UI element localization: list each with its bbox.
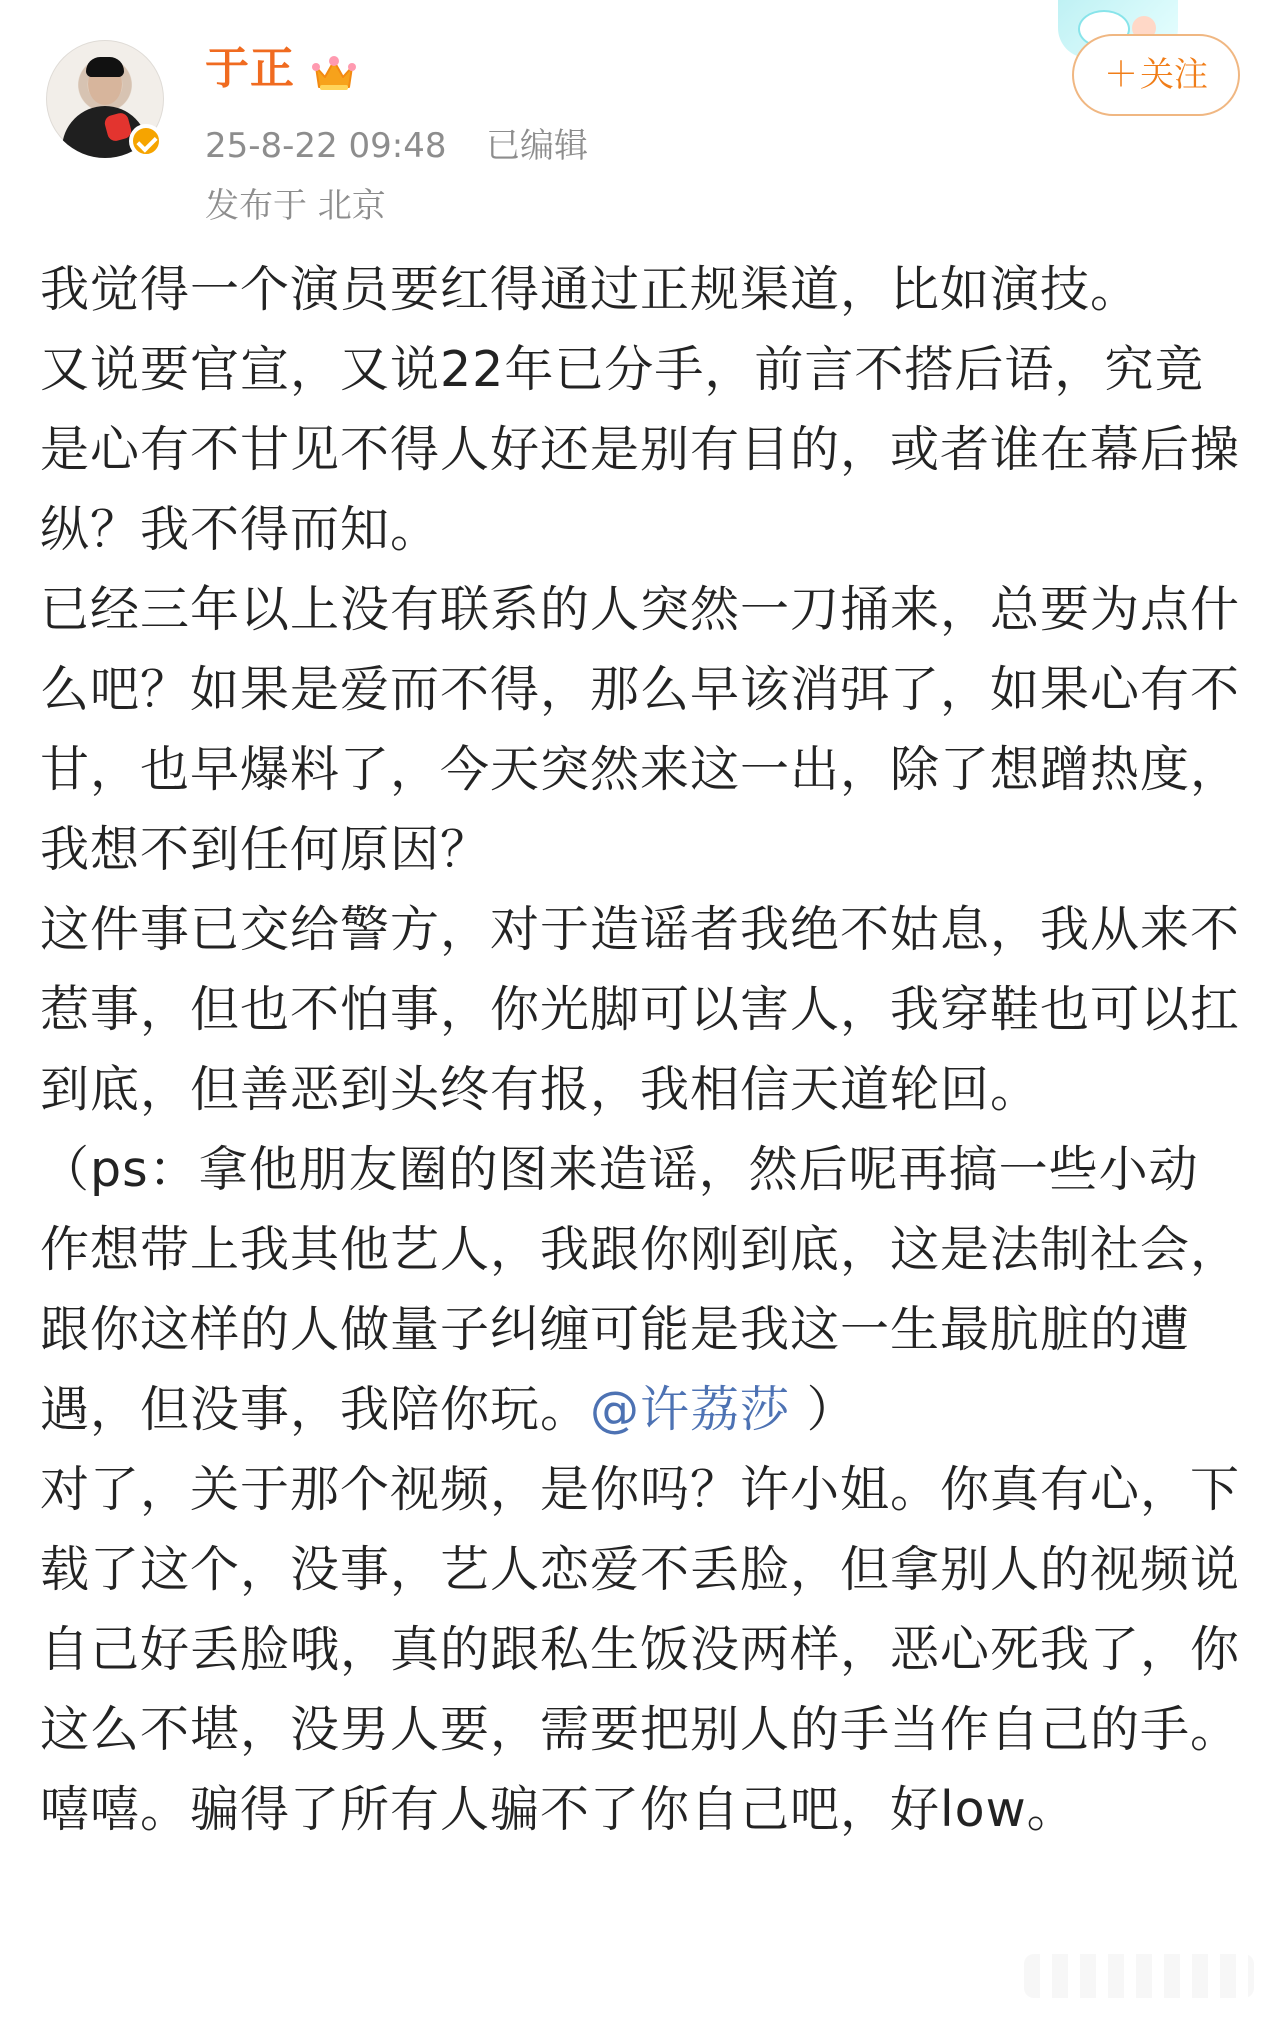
mention-link[interactable]: @许荔莎 bbox=[590, 1381, 791, 1438]
post-header bbox=[0, 0, 1280, 230]
paragraph-2: 又说要官宣，又说22年已分手，前言不搭后语，究竟是心有不甘见不得人好还是别有目的，或者谁在幕后操纵？我不得而知。 bbox=[40, 341, 1241, 558]
paragraph-4: 这件事已交给警方，对于造谣者我绝不姑息，我从来不惹事，但也不怕事，你光脚可以害人，我穿鞋也可以扛到底，但善恶到头终有报，我相信天道轮回。 bbox=[40, 901, 1241, 1118]
ps-close: ） bbox=[790, 1381, 857, 1438]
follow-button-label: 关注 bbox=[1140, 55, 1208, 95]
verified-badge-icon bbox=[129, 124, 163, 158]
paragraph-6: 对了，关于那个视频，是你吗？许小姐。你真有心，下载了这个，没事，艺人恋爱不丢脸，但拿别人的视频说自己好丢脸哦，真的跟私生饭没两样，恶心死我了，你这么不堪，没男人要，需要把别人的手当作自己的手。嘻嘻。骗得了所有人骗不了你自己吧，好low。 bbox=[40, 1461, 1241, 1838]
watermark-icon bbox=[1024, 1954, 1254, 1998]
plus-icon: ＋ bbox=[1104, 55, 1138, 95]
user-name[interactable]: 于正 bbox=[205, 43, 295, 94]
edited-label: 已编辑 bbox=[486, 126, 588, 166]
paragraph-5 bbox=[40, 1130, 1240, 1450]
paragraph-3: 已经三年以上没有联系的人突然一刀捅来，总要为点什么吧？如果是爱而不得，那么早该消弭了，如果心有不甘，也早爆料了，今天突然来这一出，除了想蹭热度，我想不到任何原因？ bbox=[40, 581, 1241, 878]
avatar-hair bbox=[86, 57, 124, 77]
crown-icon bbox=[311, 55, 357, 93]
ps-text: （ps：拿他朋友圈的图来造谣，然后呢再搞一些小动作想带上我其他艺人，我跟你刚到底，这是法制社会，跟你这样的人做量子纠缠可能是我这一生最肮脏的遭遇，但没事，我陪你玩。 bbox=[40, 1141, 1241, 1438]
post-location: 发布于 北京 bbox=[205, 186, 386, 226]
follow-button[interactable] bbox=[1072, 34, 1240, 116]
post-time: 25-8-22 09:48 bbox=[205, 126, 447, 166]
paragraph-1: 我觉得一个演员要红得通过正规渠道，比如演技。 bbox=[40, 261, 1141, 318]
post-content bbox=[40, 250, 1240, 1850]
